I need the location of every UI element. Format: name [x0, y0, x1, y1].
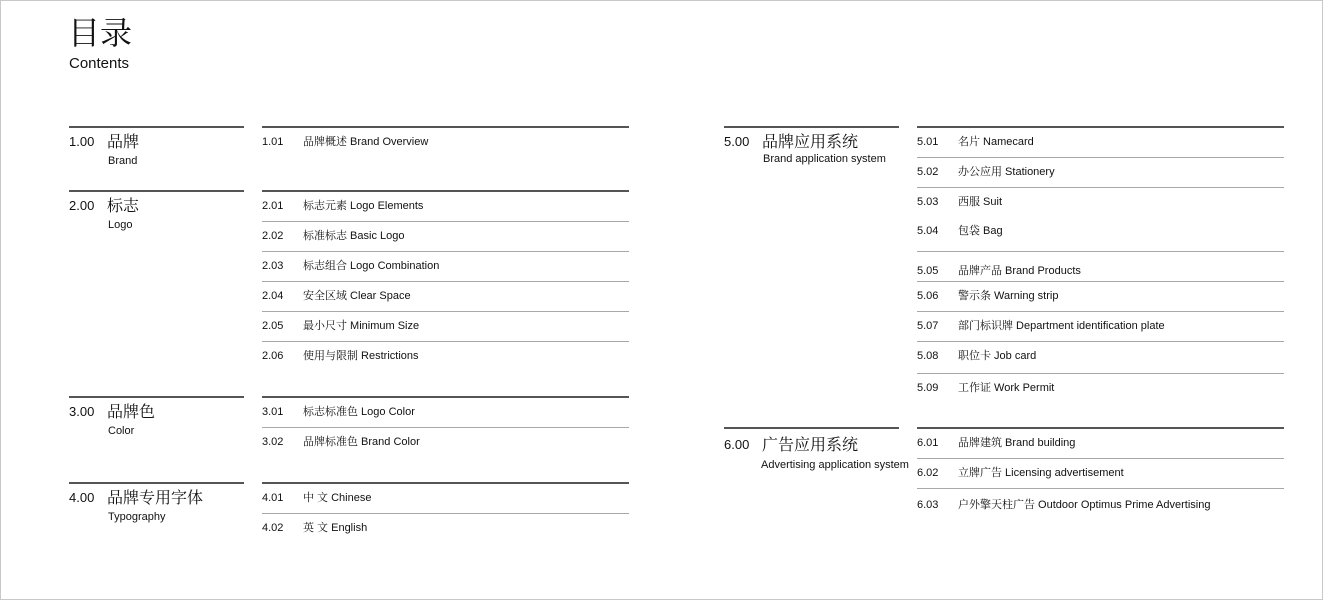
- item-label: 品牌产品 Brand Products: [958, 265, 1081, 277]
- item-number: 6.02: [917, 467, 939, 479]
- item-label: 立牌广告 Licensing advertisement: [958, 467, 1124, 479]
- section-rule: [724, 126, 899, 128]
- item-label: 中 文 Chinese: [303, 492, 372, 504]
- toc-item-5-02[interactable]: [917, 158, 1284, 188]
- section-typography-items: [262, 482, 629, 543]
- page-subtitle: Contents: [69, 55, 130, 72]
- section-title-en: Typography: [108, 511, 166, 523]
- toc-item-1-01[interactable]: [262, 128, 629, 157]
- section-rule: [69, 126, 244, 128]
- item-number: 2.02: [262, 230, 284, 242]
- section-rule: [724, 427, 899, 429]
- section-title-zh: 品牌色: [107, 402, 156, 421]
- item-label: 名片 Namecard: [958, 136, 1034, 148]
- toc-item-6-03[interactable]: [917, 489, 1284, 518]
- toc-item-5-06[interactable]: [917, 282, 1284, 312]
- section-color: [69, 396, 244, 436]
- section-number: 6.00: [724, 437, 750, 452]
- item-label: 品牌标准色 Brand Color: [303, 436, 420, 448]
- toc-item-4-02[interactable]: [262, 514, 629, 543]
- section-brand: [69, 126, 244, 166]
- item-number: 4.01: [262, 492, 284, 504]
- toc-item-4-01[interactable]: [262, 484, 629, 514]
- item-label: 使用与限制 Restrictions: [303, 350, 419, 362]
- toc-item-2-02[interactable]: [262, 222, 629, 252]
- section-title-zh: 标志: [107, 196, 140, 215]
- toc-item-5-04[interactable]: [917, 217, 1284, 252]
- item-number: 4.02: [262, 522, 284, 534]
- item-label: 标志元素 Logo Elements: [303, 200, 424, 212]
- toc-item-5-05[interactable]: [917, 252, 1284, 282]
- toc-item-2-06[interactable]: [262, 342, 629, 371]
- section-title-zh: 品牌应用系统: [762, 132, 859, 151]
- section-rule: [69, 482, 244, 484]
- item-label: 职位卡 Job card: [958, 350, 1037, 362]
- section-advertising-items: [917, 427, 1284, 518]
- item-number: 5.02: [917, 166, 939, 178]
- item-number: 3.01: [262, 406, 284, 418]
- section-title-en: Brand application system: [763, 153, 886, 165]
- item-number: 6.03: [917, 499, 939, 511]
- item-number: 5.08: [917, 350, 939, 362]
- item-number: 2.01: [262, 200, 284, 212]
- item-number: 2.03: [262, 260, 284, 272]
- item-number: 5.01: [917, 136, 939, 148]
- section-number: 1.00: [69, 134, 95, 149]
- section-application: [724, 126, 899, 166]
- item-number: 5.06: [917, 290, 939, 302]
- item-label: 部门标识牌 Department identification plate: [958, 320, 1165, 332]
- page-title: 目录: [68, 14, 133, 52]
- section-title-zh: 品牌专用字体: [107, 488, 204, 507]
- section-title-en: Brand: [108, 155, 138, 167]
- toc-item-5-03[interactable]: [917, 188, 1284, 217]
- section-rule: [69, 190, 244, 192]
- section-logo: [69, 190, 244, 230]
- item-label: 品牌概述 Brand Overview: [303, 136, 429, 148]
- toc-item-3-01[interactable]: [262, 398, 629, 428]
- item-label: 户外擎天柱广告 Outdoor Optimus Prime Advertising: [958, 499, 1211, 511]
- section-number: 3.00: [69, 404, 95, 419]
- item-label: 包袋 Bag: [958, 225, 1003, 237]
- item-label: 标志标准色 Logo Color: [303, 406, 415, 418]
- item-label: 英 文 English: [303, 522, 368, 534]
- section-rule: [69, 396, 244, 398]
- section-number: 5.00: [724, 134, 750, 149]
- toc-item-2-04[interactable]: [262, 282, 629, 312]
- item-number: 5.04: [917, 225, 939, 237]
- section-logo-items: [262, 190, 629, 371]
- item-label: 品牌建筑 Brand building: [958, 437, 1076, 449]
- item-label: 标志组合 Logo Combination: [303, 260, 440, 272]
- section-color-items: [262, 396, 629, 457]
- item-number: 2.06: [262, 350, 284, 362]
- toc-item-5-08[interactable]: [917, 342, 1284, 374]
- item-number: 2.05: [262, 320, 284, 332]
- item-number: 6.01: [917, 437, 939, 449]
- section-title-en: Logo: [108, 219, 133, 231]
- item-number: 5.05: [917, 265, 939, 277]
- section-advertising: [724, 427, 909, 471]
- section-title-zh: 品牌: [107, 132, 140, 151]
- section-title-en: Color: [108, 425, 135, 437]
- item-number: 5.03: [917, 196, 939, 208]
- toc-item-5-09[interactable]: [917, 374, 1284, 403]
- toc-item-2-01[interactable]: [262, 192, 629, 222]
- item-number: 2.04: [262, 290, 284, 302]
- item-label: 办公应用 Stationery: [958, 166, 1055, 178]
- toc-item-6-02[interactable]: [917, 459, 1284, 489]
- item-label: 安全区域 Clear Space: [303, 290, 411, 302]
- section-title-en: Advertising application system: [761, 459, 909, 471]
- item-label: 最小尺寸 Minimum Size: [303, 320, 420, 332]
- item-label: 标准标志 Basic Logo: [303, 230, 405, 242]
- item-number: 5.09: [917, 382, 939, 394]
- item-label: 西服 Suit: [958, 196, 1003, 208]
- section-brand-items: [262, 126, 629, 157]
- item-number: 1.01: [262, 136, 284, 148]
- toc-item-2-03[interactable]: [262, 252, 629, 282]
- item-label: 警示条 Warning strip: [958, 290, 1059, 302]
- toc-item-6-01[interactable]: [917, 429, 1284, 459]
- section-application-items: [917, 126, 1284, 403]
- item-number: 3.02: [262, 436, 284, 448]
- section-number: 4.00: [69, 490, 95, 505]
- toc-item-2-05[interactable]: [262, 312, 629, 342]
- toc-item-5-01[interactable]: [917, 128, 1284, 158]
- section-typography: [69, 482, 244, 522]
- toc-item-5-07[interactable]: [917, 312, 1284, 342]
- section-title-zh: 广告应用系统: [762, 435, 859, 454]
- toc-item-3-02[interactable]: [262, 428, 629, 457]
- section-number: 2.00: [69, 198, 95, 213]
- item-label: 工作证 Work Permit: [958, 382, 1055, 394]
- item-number: 5.07: [917, 320, 939, 332]
